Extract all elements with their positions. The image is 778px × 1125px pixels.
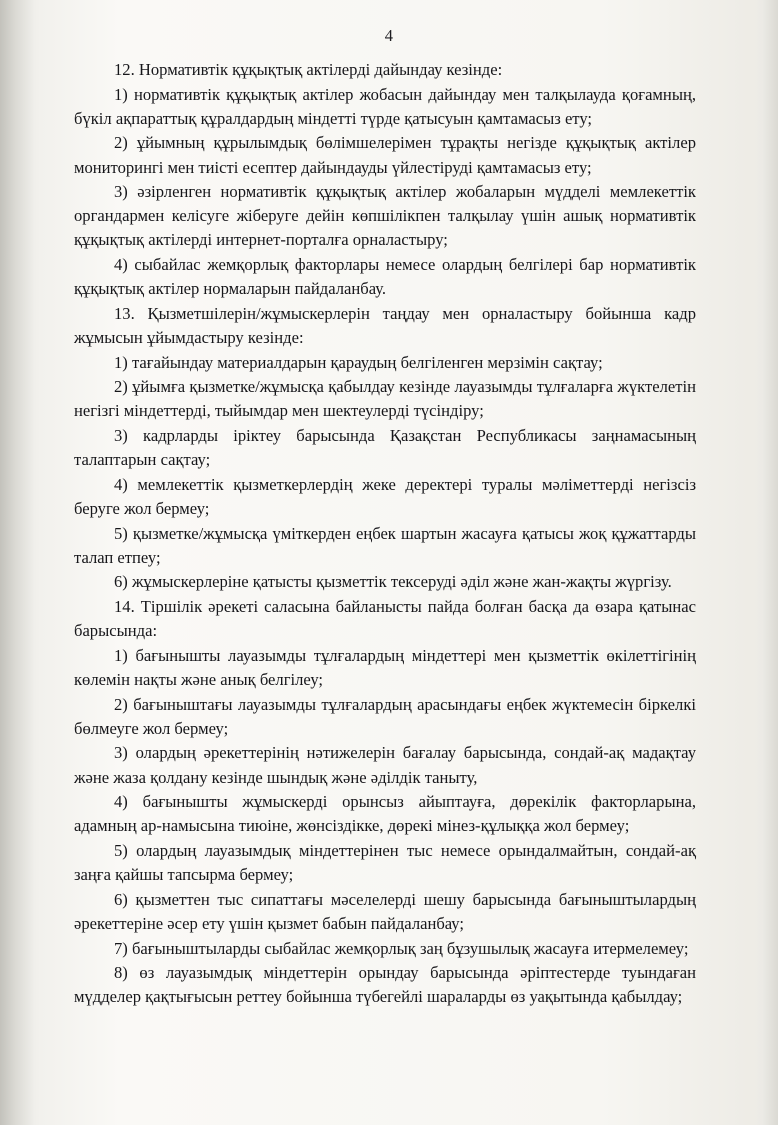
document-body xyxy=(74,58,696,1010)
paragraph: 1) тағайындау материалдарын қараудың белгіленген мерзімін сақтау; xyxy=(114,352,603,372)
paragraph: 3) әзірленген нормативтік құқықтық актілер жобаларын мүдделі мемлекеттік органдармен келісуге жіберуге дейін көпшілікпен талқылау үшін ашық нормативтік құқықтық актілерді интернет-порталға орналастыру; xyxy=(74,182,696,250)
paragraph: 2) ұйымға қызметке/жұмысқа қабылдау кезінде лауазымды тұлғаларға жүктелетін негізгі міндеттерді, тыйымдар мен шектеулерді түсіндіру; xyxy=(74,377,696,421)
paragraph: 4) мемлекеттік қызметкерлердің жеке деректері туралы мәліметтерді негізсіз беруге жол бермеу; xyxy=(74,474,696,519)
paragraph: 3) олардың әрекеттерінің нәтижелерін бағалау барысында, сондай-ақ мадақтау және жаза қолдану кезінде шындық және әділдік таныту, xyxy=(74,743,696,787)
paragraph: 1) бағынышты лауазымды тұлғалардың міндеттері мен қызметтік өкілеттігінің көлемін нақты және анық белгілеу; xyxy=(74,645,696,690)
paragraph: 1) нормативтік құқықтық актілер жобасын дайындау мен талқылауда қоғамның, бүкіл ақпараттық құралдардың міндетті түрде қатысуын қамтамасыз ету; xyxy=(74,84,696,128)
paragraph: 4) сыбайлас жемқорлық факторлары немесе олардың белгілері бар нормативтік құқықтық актілер нормаларын пайдаланбау. xyxy=(74,255,696,299)
paragraph: 12. Нормативтік құқықтық актілерді дайындау кезінде: xyxy=(114,60,503,79)
paragraph: 3) кадрларды іріктеу барысында Қазақстан Республикасы заңнамасының талаптарын сақтау; xyxy=(74,426,696,470)
paragraph: 14. Тіршілік әрекеті саласына байланысты пайда болған басқа да өзара қатынас барысында: xyxy=(74,597,696,641)
paragraph: 7) бағыныштыларды сыбайлас жемқорлық заң бұзушылық жасауға итермелемеу; xyxy=(114,938,689,958)
paragraph: 4) бағынышты жұмыскерді орынсыз айыптауға, дөрекілік факторларына, адамның ар-намысына тиюіне, жөнсіздікке, дөрекі мінез-құлыққа жол бермеу; xyxy=(74,792,696,836)
paragraph: 2) ұйымның құрылымдық бөлімшелерімен тұрақты негізде құқықтық актілер мониторингі мен тиісті есептер дайындауды үйлестіруді қамтамасыз ету; xyxy=(74,133,696,177)
paragraph: 5) қызметке/жұмысқа үміткерден еңбек шартын жасауға қатысы жоқ құжаттарды талап етпеу; xyxy=(74,523,696,567)
page-number: 4 xyxy=(384,26,394,45)
paragraph: 6) қызметтен тыс сипаттағы мәселелерді шешу барысында бағыныштылардың әрекеттеріне әсер ету үшін қызмет бабын пайдаланбау; xyxy=(74,889,696,933)
paragraph: 13. Қызметшілерін/жұмыскерлерін таңдау мен орналастыру бойынша кадр жұмысын ұйымдастыру кезінде: xyxy=(74,303,696,348)
paragraph: 8) өз лауазымдық міндеттерін орындау барысында әріптестерде туындаған мүдделер қақтығысын реттеу бойынша түбегейлі шараларды өз уақытында қабылдау; xyxy=(74,963,696,1007)
paragraph: 2) бағыныштағы лауазымды тұлғалардың арасындағы еңбек жүктемесін біркелкі бөлмеуге жол бермеу; xyxy=(74,694,696,738)
paragraph: 6) жұмыскерлеріне қатысты қызметтік тексеруді әділ және жан-жақты жүргізу. xyxy=(114,572,672,592)
paragraph: 5) олардың лауазымдық міндеттерінен тыс немесе орындалмайтын, сондай-ақ заңға қайшы тапсырма бермеу; xyxy=(74,841,696,885)
